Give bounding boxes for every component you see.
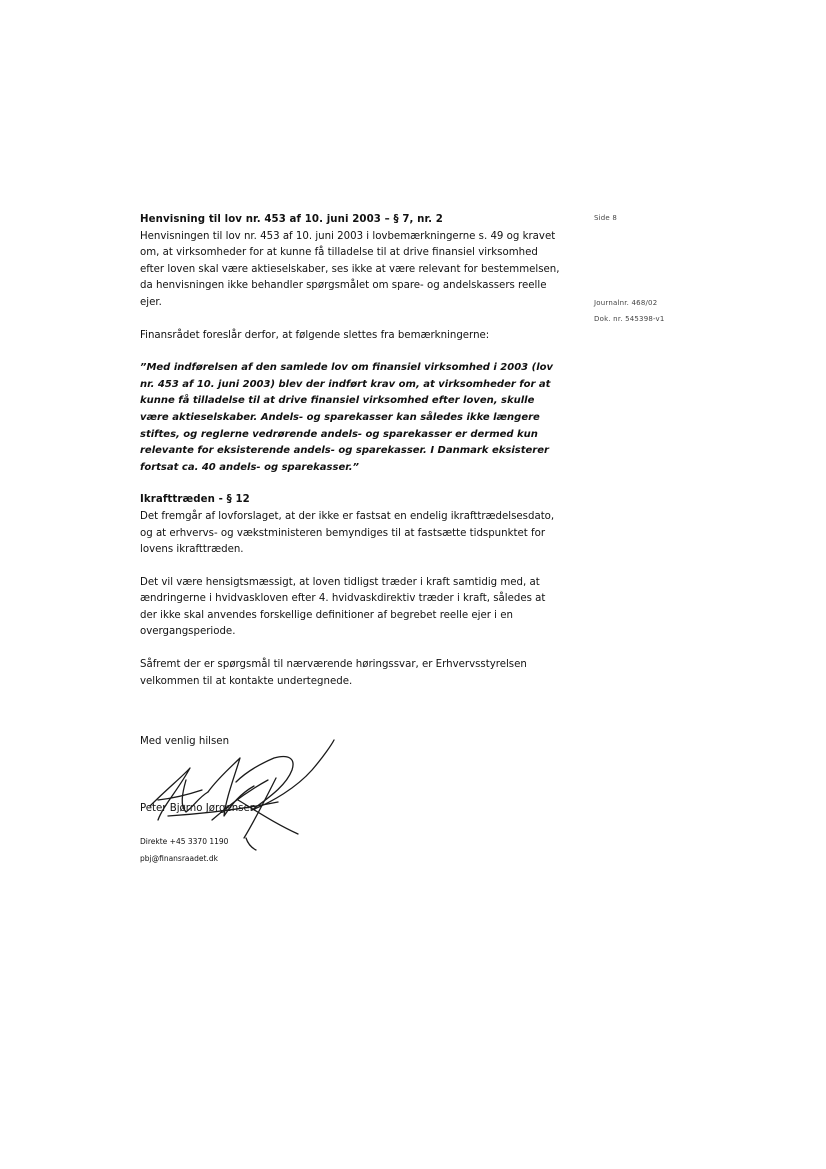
direct-phone: Direkte +45 3370 1190	[140, 837, 229, 846]
section-heading-commencement: Ikrafttræden - § 12	[140, 494, 250, 506]
section-reference	[140, 212, 560, 476]
journal-info	[594, 295, 665, 327]
handwritten-signature	[128, 728, 348, 858]
paragraph-timing: Det vil være hensigtsmæssigt, at loven tidligst træder i kraft samtidig med, at ændringerne i hvidvaskloven efter 4. hvidvaskdirektiv træder i kraft, således at der ikke skal anvendes forskellige definitioner af begrebet reelle ejer i en overgangsperiode.	[140, 576, 546, 638]
paragraph-contact: Såfremt der er spørgsmål til nærværende høringssvar, er Erhvervsstyrelsen velkommen til at kontakte undertegnede.	[140, 659, 527, 687]
greeting: Med venlig hilsen	[140, 736, 230, 747]
quoted-text: ”Med indførelsen af den samlede lov om finansiel virksomhed i 2003 (lov nr. 453 af 10. juni 2003) blev der indført krav om, at virksomheder for at kunne få tilladelse til at drive finansiel virksomhed efter loven, skulle være aktieselskaber. Andels- og sparekasser kan således ikke længere stiftes, og reglerne vedrørende andels- og sparekasser er dermed kun relevante for eksisterende andels- og sparekasser. I Danmark eksisterer fortsat ca. 40 andels- og sparekasser.”	[140, 362, 554, 473]
section-heading-reference: Henvisning til lov nr. 453 af 10. juni 2003 – § 7, nr. 2	[140, 214, 443, 225]
paragraph-commencement: Det fremgår af lovforslaget, at der ikke er fastsat en endelig ikrafttrædelsesdato, og at erhvervs- og vækstministeren bemyndiges til at fastsætte tidspunktet for lovens ikrafttræden.	[140, 510, 555, 556]
section-commencement	[140, 492, 560, 690]
paragraph-proposal: Finansrådet foreslår derfor, at følgende slettes fra bemærkningerne:	[140, 329, 490, 341]
signature-drawing	[128, 728, 348, 858]
signer-name: Peter Bjørno Jørgensen	[140, 803, 257, 814]
page-number: Side 8	[594, 214, 618, 222]
letter-body	[140, 212, 560, 690]
document-number: Dok. nr. 545398-v1	[594, 315, 665, 323]
paragraph-reference: Henvisningen til lov nr. 453 af 10. juni 2003 i lovbemærkningerne s. 49 og kravet om, at virksomheder for at kunne få tilladelse til at drive finansiel virksomhed efter loven skal være aktieselskaber, ses ikke at være relevant for bestemmelsen, da henvisningen ikke behandler spørgsmålet om spare- og andelskassers reelle ejer.	[140, 230, 560, 308]
email-address: pbj@finansraadet.dk	[140, 854, 218, 863]
journal-number: Journalnr. 468/02	[594, 299, 658, 307]
